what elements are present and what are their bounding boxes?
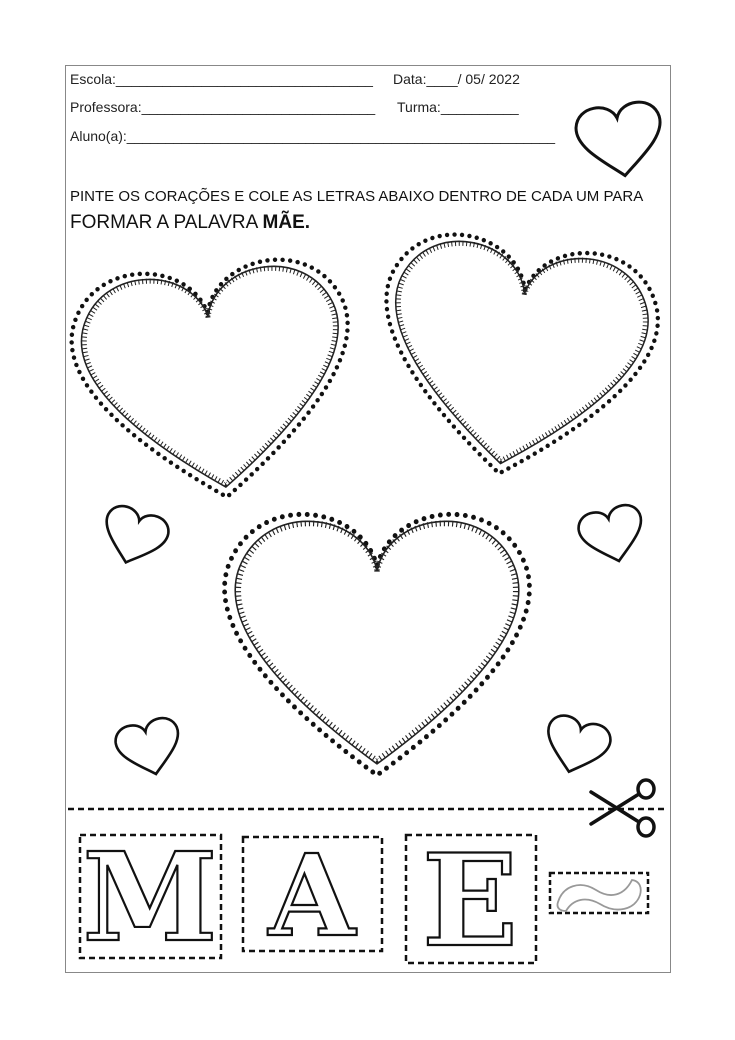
small-heart-icon <box>538 712 614 781</box>
large-heart-right <box>364 226 666 493</box>
small-heart-icon <box>575 502 649 569</box>
small-heart-icon <box>96 502 173 572</box>
letter-m: M <box>82 825 218 969</box>
letter-a: A <box>268 831 356 962</box>
large-heart-bottom <box>225 514 530 775</box>
school-field: Escola:_________________________________ <box>70 71 373 87</box>
teacher-field: Professora:______________________________ <box>70 99 376 115</box>
date-field: Data:____/ 05/ 2022 <box>393 71 520 87</box>
instruction-line-1: PINTE OS CORAÇÕES E COLE AS LETRAS ABAIXO DENTRO DE CADA UM PARA <box>70 188 644 205</box>
small-heart-icon <box>112 715 186 782</box>
tilde-shape <box>557 880 640 911</box>
instruction-word: MÃE. <box>262 212 311 233</box>
large-heart-left <box>65 253 364 512</box>
small-heart-icon <box>573 99 667 181</box>
student-field: Aluno(a):_______________________________________________________ <box>70 128 556 144</box>
instruction-prefix: FORMAR A PALAVRA <box>70 212 263 233</box>
letter-e: E <box>421 827 519 975</box>
class-field: Turma:__________ <box>397 99 519 115</box>
